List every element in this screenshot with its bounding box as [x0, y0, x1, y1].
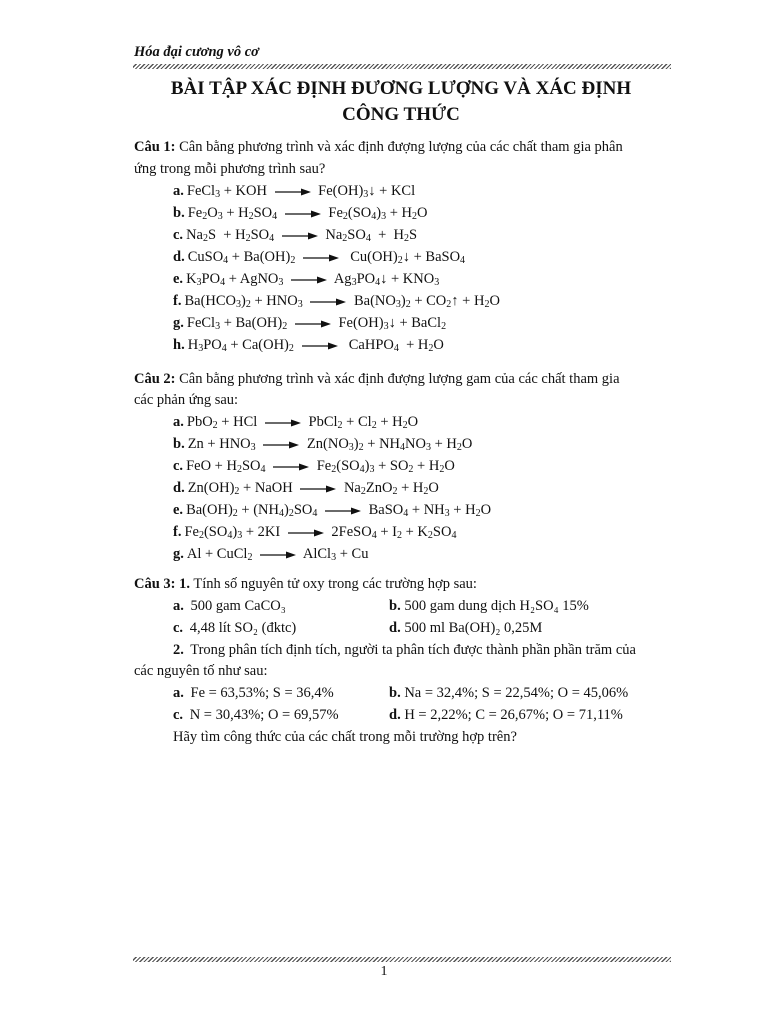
q2-equation-g: g. Al + CuCl$_2$ AlCl$_3$ + Cu [173, 546, 369, 563]
q1-text-1: Cân bằng phương trình và xác định đượng lượng của các chất tham gia phân [179, 139, 623, 155]
title-line-1: BÀI TẬP XÁC ĐỊNH ĐƯƠNG LƯỢNG VÀ XÁC ĐỊNH [170, 78, 632, 99]
reaction-arrow-icon [273, 463, 309, 471]
reaction-arrow-icon [285, 210, 321, 218]
q3-item-d: d. 500 ml Ba(OH)₂ 0,25M [389, 620, 543, 636]
q2-paragraph-line-1 [134, 369, 668, 389]
q1-equation-g: g. FeCl$_3$ + $Ba(OH)_2$ $Fe(OH)_3↓$ + BaCl$_2$ [173, 315, 447, 332]
q2-equation-b: b. $Zn + HNO_3$ $Zn(NO_3)_2 + NH_4NO_3 + H_2O$ [173, 436, 473, 453]
q2-label: Câu 2: [134, 371, 176, 387]
q3-line-1 [134, 574, 668, 594]
q3-part2-item-d: d. H = 2,22%; C = 26,67%; O = 71,11% [389, 707, 623, 723]
q1-equation-e: e. $K_3PO_4$ + AgNO$_3$ $Ag_3PO_4↓ + KNO_3$ [173, 271, 440, 288]
reaction-arrow-icon [288, 529, 324, 537]
reaction-arrow-icon [310, 298, 346, 306]
q2-equation-a: a. PbO$_2$ + HCl PbCl$_2$ + $Cl_2 + H_2O$ [173, 414, 419, 431]
q2-text-2: các phản ứng sau: [134, 392, 239, 408]
q3-part1-number: 1. [179, 576, 190, 592]
q1-equation-h: h. $H_3PO_4 + Ca(OH)_2$ CaHPO$_4$ + $H_2O$ [173, 337, 444, 354]
q3-part2-item-c: c. N = 30,43%; O = 69,57% [173, 707, 339, 723]
header-rule [133, 64, 671, 69]
q1-text-2: ứng trong mỗi phương trình sau? [134, 161, 326, 177]
q3-part2-item-a: a. Fe = 63,53%; S = 36,4% [173, 685, 334, 701]
reaction-arrow-icon [265, 419, 301, 427]
page-number: 1 [380, 964, 388, 979]
q1-equation-f: f. $Ba(HCO_3)_2 + HNO_3$ $Ba(NO_3)_2$ + $CO_2↑ + H_2O$ [173, 293, 500, 310]
q2-text-1: Cân bằng phương trình và xác định đượng lượng gam của các chất tham gia [179, 371, 620, 387]
reaction-arrow-icon [300, 485, 336, 493]
footer-rule [133, 957, 671, 962]
title-line-2: CÔNG THỨC [342, 104, 460, 125]
q3-item-a: a. 500 gam CaCO₃ [173, 598, 286, 614]
q1-equation-a: a. FeCl$_3$ + KOH $Fe(OH)_3↓$ + KCl [173, 183, 416, 200]
q1-equation-c: c. $Na_2S + H_2SO_4$ $Na_2SO_4 + H_2S$ [173, 227, 418, 244]
q1-label: Câu 1: [134, 139, 176, 155]
reaction-arrow-icon [291, 276, 327, 284]
q3-item-c: c. 4,48 lít SO₂ (đktc) [173, 620, 297, 636]
q2-equation-e: e. $Ba(OH)_2 + (NH_4)_2SO_4$ BaSO$_4$ + $NH_3 + H_2O$ [173, 502, 492, 519]
q3-item-b: b. 500 gam dung dịch H₂SO₄ 15% [389, 598, 589, 614]
q3-part1-text: Tính số nguyên tử oxy trong các trường hợp sau: [193, 576, 477, 592]
q1-equation-b: b. $Fe_2O_3 + H_2SO_4$ $Fe_2(SO_4)_3 + H_2O$ [173, 205, 428, 222]
reaction-arrow-icon [295, 320, 331, 328]
q3-part2-text-2: các nguyên tố như sau: [134, 663, 268, 679]
reaction-arrow-icon [325, 507, 361, 515]
q3-part2-item-b: b. Na = 32,4%; S = 22,54%; O = 45,06% [389, 685, 629, 701]
reaction-arrow-icon [275, 188, 311, 196]
reaction-arrow-icon [260, 551, 296, 559]
reaction-arrow-icon [263, 441, 299, 449]
q3-label: Câu 3: [134, 576, 176, 592]
q2-equation-d: d. $Zn(OH)_2$ + NaOH $Na_2ZnO_2 + H_2O$ [173, 480, 439, 497]
q2-equation-c: c. FeO + $H_2SO_4$ $Fe_2(SO_4)_3 + SO_2 + H_2O$ [173, 458, 455, 475]
reaction-arrow-icon [303, 254, 339, 262]
q2-equation-f: f. $Fe_2(SO_4)_3 + 2KI$ 2FeSO$_4$ + $I_2 + K_2SO_4$ [173, 524, 457, 541]
q1-paragraph-line-1 [134, 137, 668, 157]
q1-equation-d: d. CuSO$_4$ + $Ba(OH)_2$ $Cu(OH)_2↓$ + BaSO$_4$ [173, 249, 466, 266]
reaction-arrow-icon [302, 342, 338, 350]
q3-final-question: Hãy tìm công thức của các chất trong mỗi trường hợp trên? [173, 729, 517, 745]
q3-part2-number: 2. [173, 642, 184, 658]
q3-part2-line-1 [173, 640, 636, 660]
reaction-arrow-icon [282, 232, 318, 240]
running-header: Hóa đại cương vô cơ [134, 44, 259, 60]
q3-part2-text-1: Trong phân tích định tích, người ta phân tích được thành phần phần trăm của [190, 642, 636, 658]
